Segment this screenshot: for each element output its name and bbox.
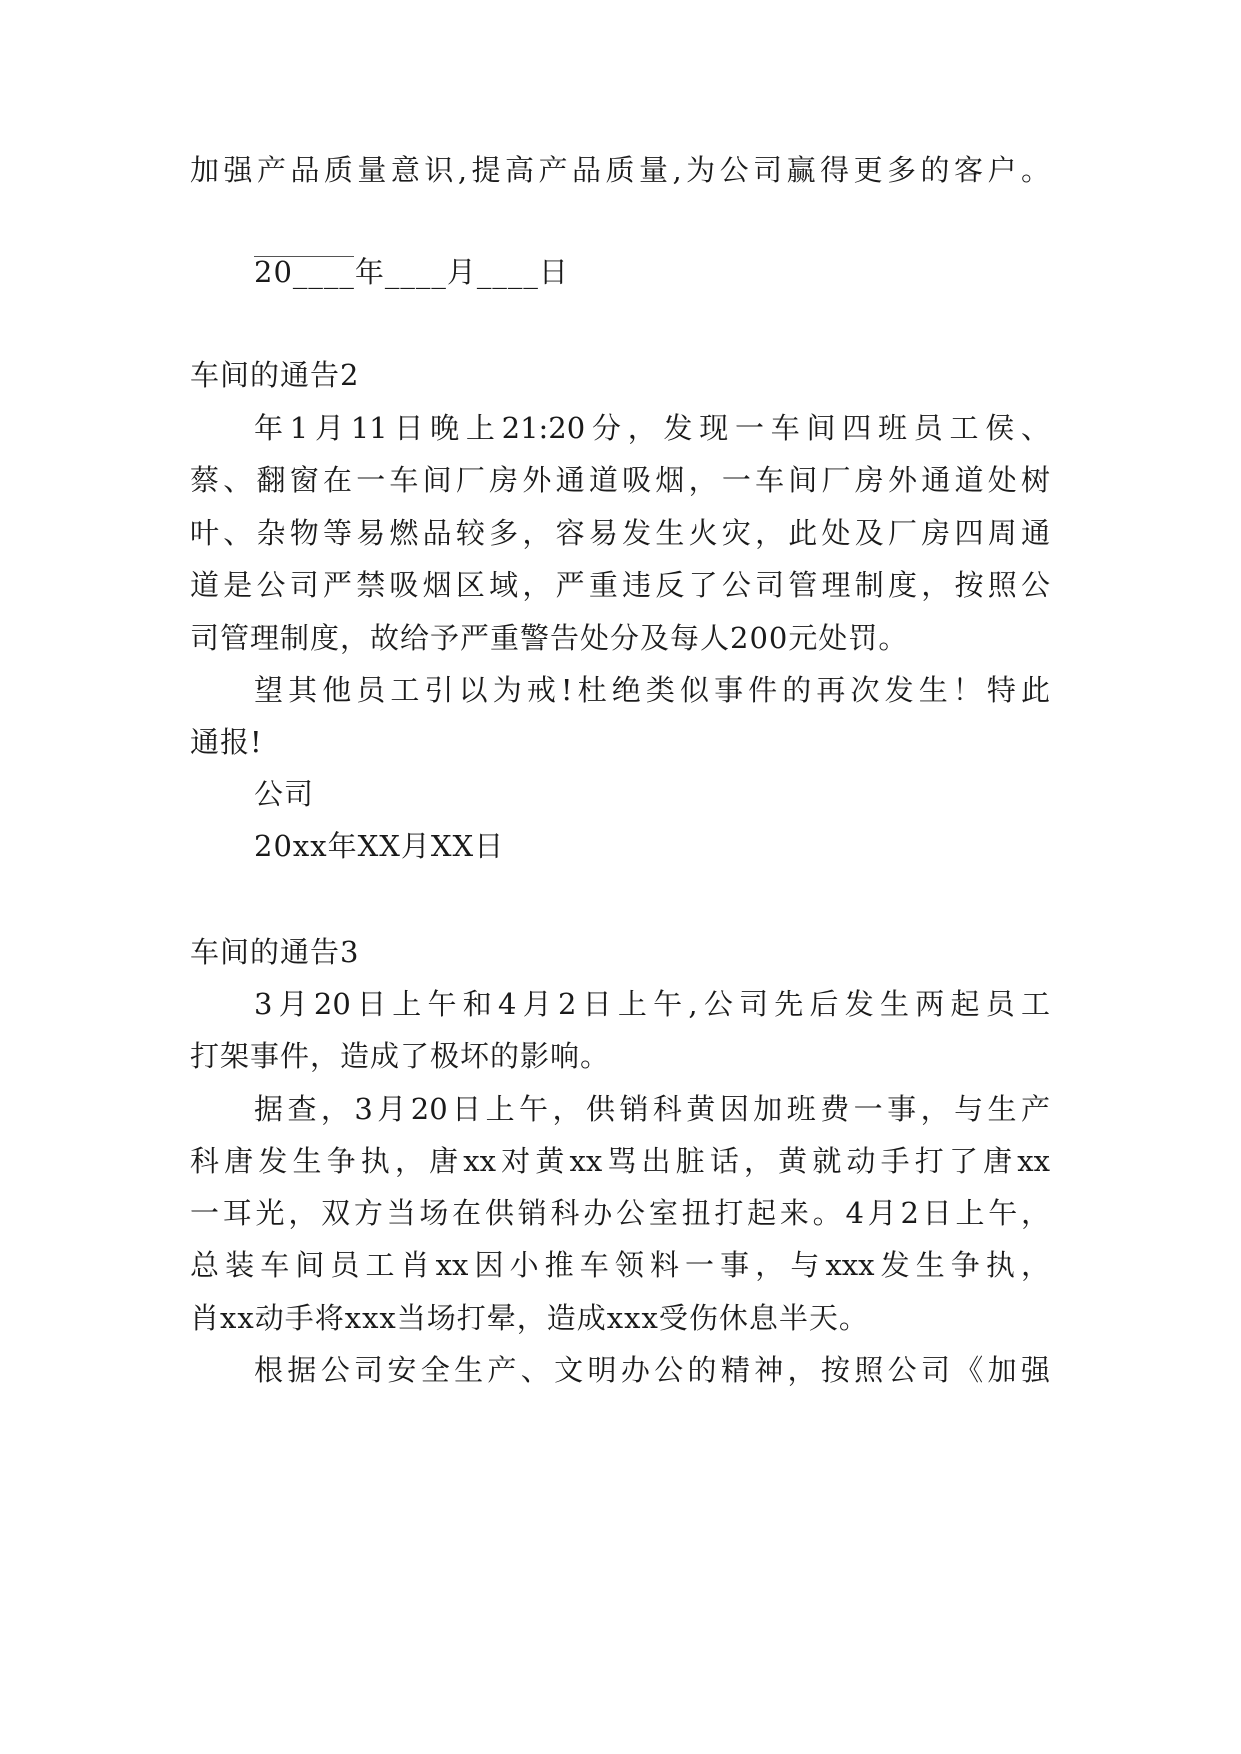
paragraph-line: 望其他员工引以为戒!杜绝类似事件的再次发生！特此 xyxy=(254,673,1050,707)
paragraph-line: 根据公司安全生产、文明办公的精神，按照公司《加强 xyxy=(254,1353,1050,1387)
date-blank: 20____年____月____日 xyxy=(254,255,569,289)
notice-3-title: 车间的通告3 xyxy=(190,935,360,969)
paragraph-line: 据查，3月20日上午，供销科黄因加班费一事，与生产 xyxy=(254,1092,1050,1126)
paragraph-line: 一耳光，双方当场在供销科办公室扭打起来。4月2日上午， xyxy=(190,1196,1050,1230)
paragraph-line: 通报! xyxy=(190,725,263,759)
paragraph-line: 年1月11日晚上21:20分，发现一车间四班员工侯、 xyxy=(254,411,1050,445)
paragraph-line: 加强产品质量意识,提高产品质量,为公司赢得更多的客户。 xyxy=(190,153,1050,187)
paragraph-line: 司管理制度，故给予严重警告处分及每人200元处罚。 xyxy=(190,621,909,655)
paragraph-line: 科唐发生争执，唐xx对黄xx骂出脏话，黄就动手打了唐xx xyxy=(190,1144,1050,1178)
notice-2-title: 车间的通告2 xyxy=(190,358,360,392)
paragraph-line: 打架事件，造成了极坏的影响。 xyxy=(190,1039,611,1073)
paragraph-line: 肖xx动手将xxx当场打晕，造成xxx受伤休息半天。 xyxy=(190,1301,869,1335)
notice-2-signature: 公司 xyxy=(254,777,315,811)
notice-2-date: 20xx年XX月XX日 xyxy=(254,829,505,863)
paragraph-line: 道是公司严禁吸烟区域，严重违反了公司管理制度，按照公 xyxy=(190,568,1050,602)
paragraph-line: 蔡、翻窗在一车间厂房外通道吸烟，一车间厂房外通道处树 xyxy=(190,463,1050,497)
paragraph-line: 叶、杂物等易燃品较多，容易发生火灾，此处及厂房四周通 xyxy=(190,516,1050,550)
paragraph-line: 总装车间员工肖xx因小推车领料一事，与xxx发生争执， xyxy=(190,1248,1050,1282)
paragraph-line: 3月20日上午和4月2日上午,公司先后发生两起员工 xyxy=(254,987,1050,1021)
